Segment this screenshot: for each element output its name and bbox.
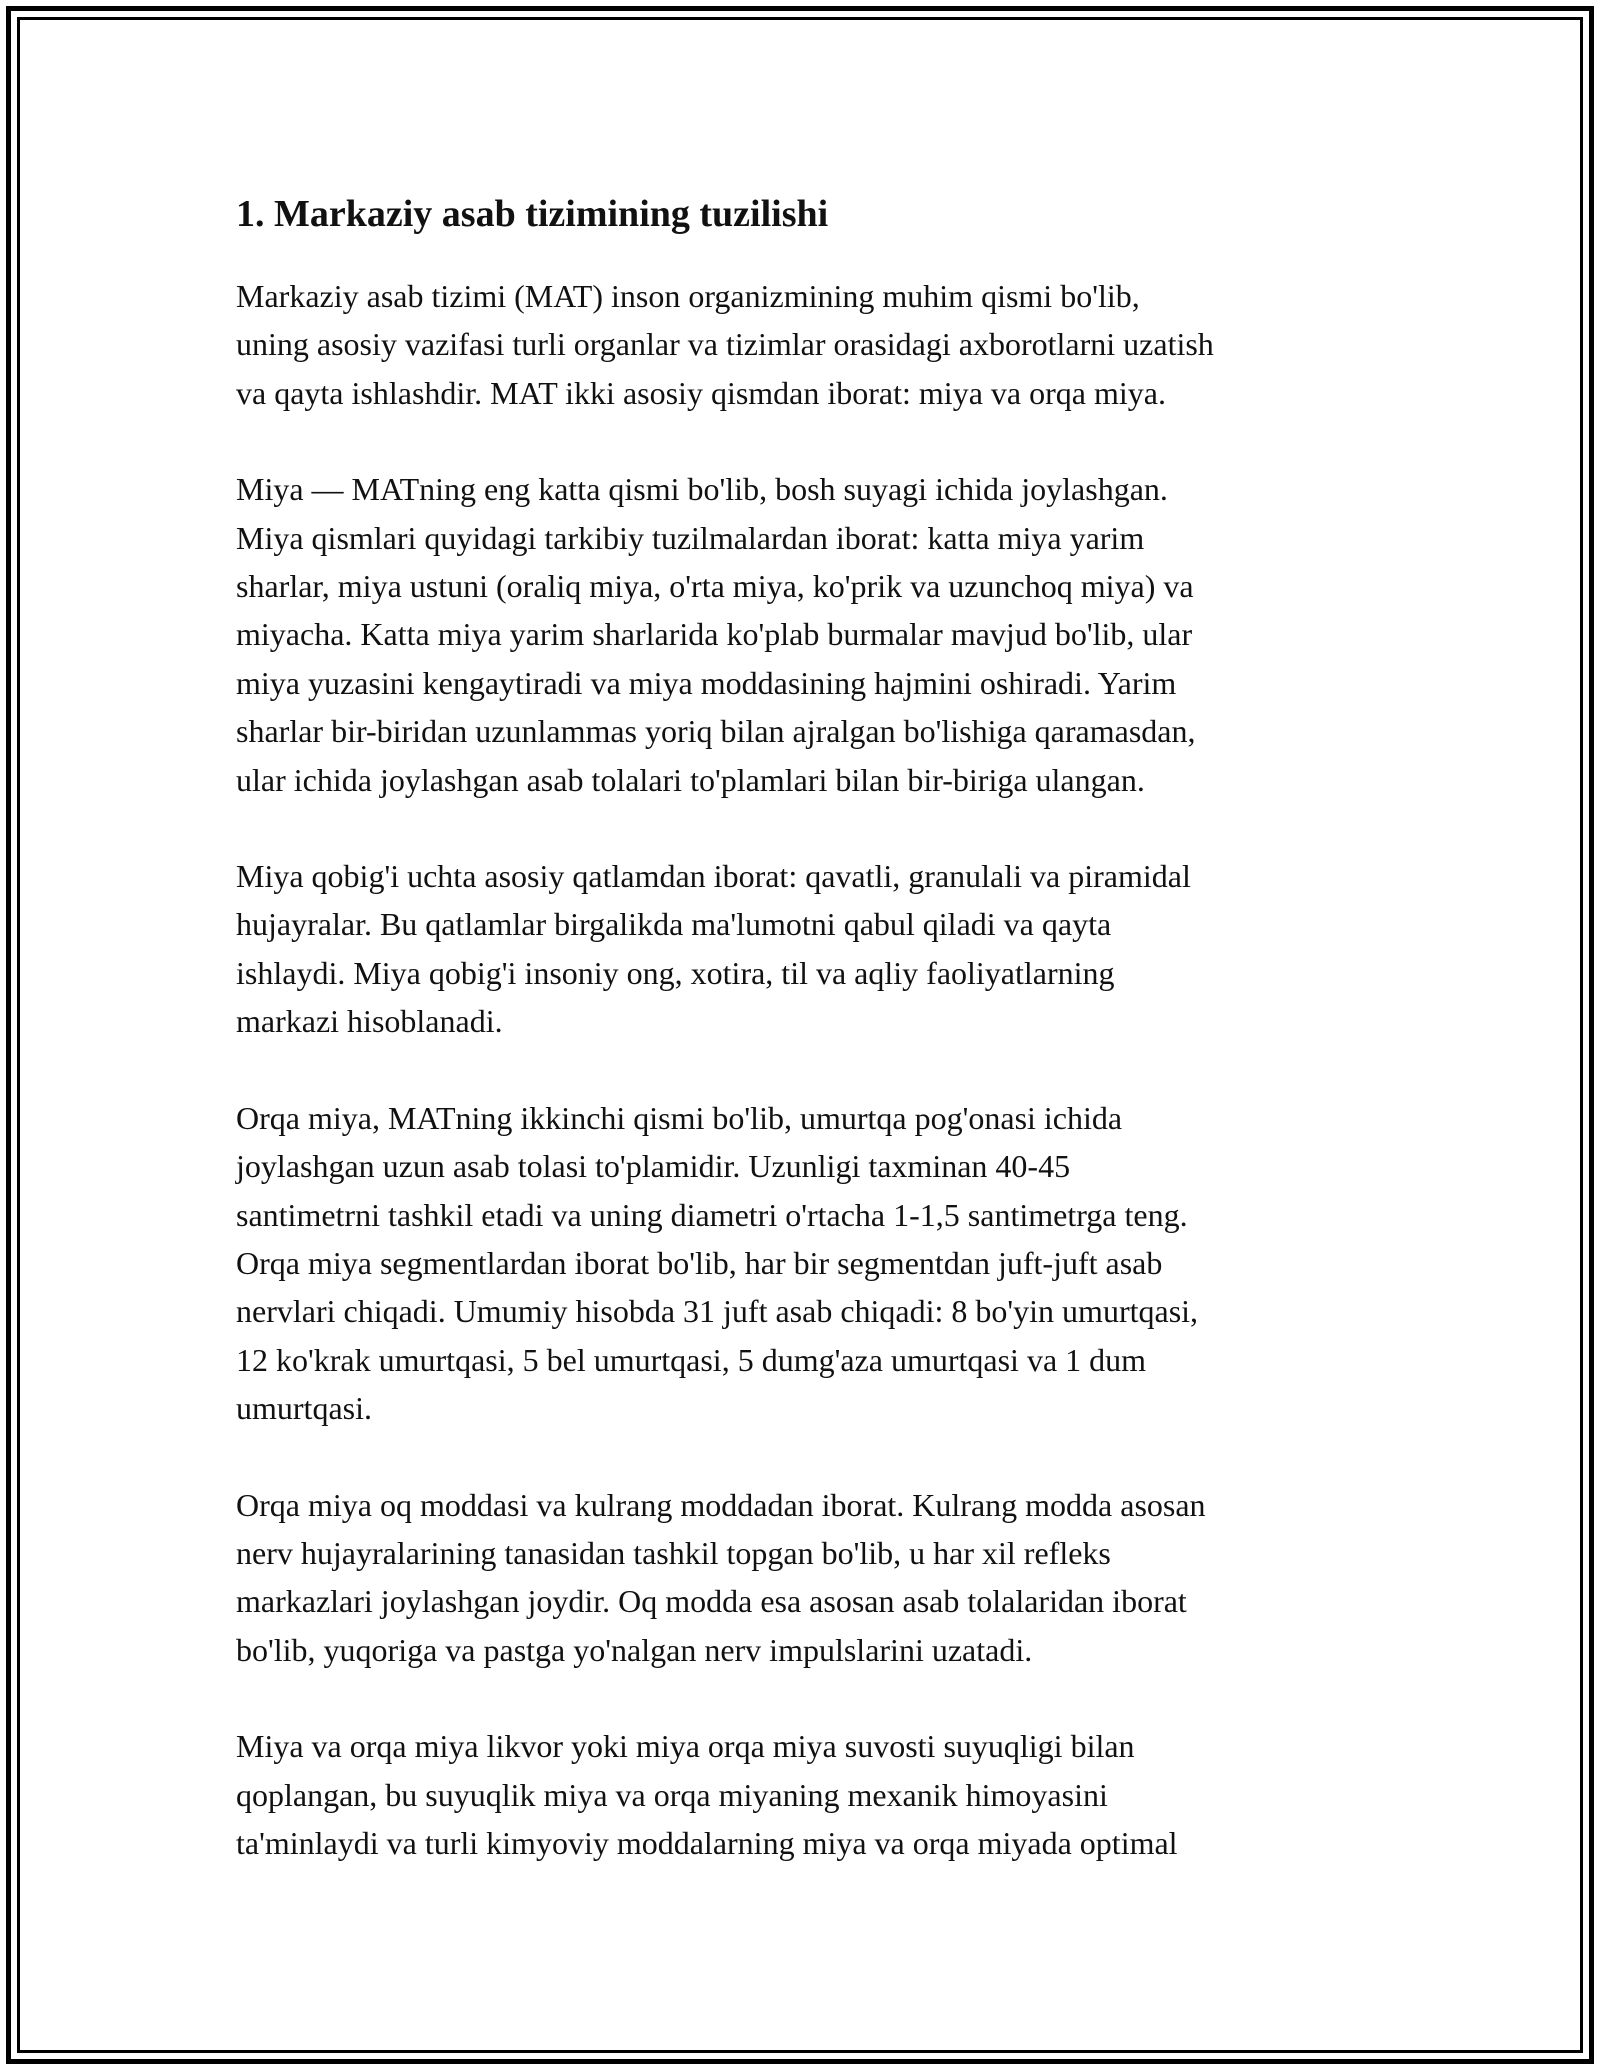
document-page: [236, 186, 1366, 1915]
text-line: Miya va orqa miya likvor yoki miya orqa miya suvosti suyuqligi bilan: [236, 1728, 1135, 1765]
text-line: Miya qismlari quyidagi tarkibiy tuzilmalardan iborat: katta miya yarim: [236, 519, 1145, 556]
text-line: 12 ko'krak umurtqasi, 5 bel umurtqasi, 5 dumg'aza umurtqasi va 1 dum: [236, 1341, 1147, 1378]
text-line: Orqa miya oq moddasi va kulrang moddadan iborat. Kulrang modda asosan: [236, 1486, 1206, 1523]
text-line: Orqa miya, MATning ikkinchi qismi bo'lib, umurtqa pog'onasi ichida: [236, 1099, 1123, 1136]
text-line: va qayta ishlashdir. MAT ikki asosiy qismdan iborat: miya va orqa miya.: [236, 374, 1166, 411]
text-line: bo'lib, yuqoriga va pastga yo'nalgan nerv impulslarini uzatadi.: [236, 1631, 1033, 1668]
paragraph-white-grey-matter: [236, 1481, 1366, 1675]
text-line: ular ichida joylashgan asab tolalari to'plamlari bilan bir-biriga ulangan.: [236, 761, 1145, 798]
text-line: Miya qobig'i uchta asosiy qatlamdan iborat: qavatli, granulali va piramidal: [236, 858, 1191, 895]
text-line: ishlaydi. Miya qobig'i insoniy ong, xotira, til va aqliy faoliyatlarning: [236, 954, 1115, 991]
text-line: joylashgan uzun asab tolasi to'plamidir. Uzunligi taxminan 40-45: [236, 1148, 1071, 1185]
text-line: hujayralar. Bu qatlamlar birgalikda ma'lumotni qabul qiladi va qayta: [236, 906, 1112, 943]
text-line: qoplangan, bu suyuqlik miya va orqa miyaning mexanik himoyasini: [236, 1776, 1108, 1813]
paragraph-mat-intro: [236, 272, 1366, 417]
text-line: markazi hisoblanadi.: [236, 1003, 503, 1040]
section-heading: 1. Markaziy asab tizimining tuzilishi: [236, 193, 829, 235]
text-line: ta'minlaydi va turli kimyoviy moddalarning miya va orqa miyada optimal: [236, 1824, 1178, 1861]
paragraph-brain: [236, 465, 1366, 804]
text-line: Markaziy asab tizimi (MAT) inson organizmining muhim qismi bo'lib,: [236, 278, 1140, 314]
paragraph-cortex: [236, 852, 1366, 1046]
text-line: Orqa miya segmentlardan iborat bo'lib, har bir segmentdan juft-juft asab: [236, 1244, 1163, 1281]
paragraph-spinal-cord: [236, 1094, 1366, 1433]
text-line: miyacha. Katta miya yarim sharlarida ko'plab burmalar mavjud bo'lib, ular: [236, 616, 1193, 653]
text-line: miya yuzasini kengaytiradi va miya moddasining hajmini oshiradi. Yarim: [236, 664, 1177, 701]
text-line: sharlar, miya ustuni (oraliq miya, o'rta miya, ko'prik va uzunchoq miya) va: [236, 568, 1194, 605]
text-line: umurtqasi.: [236, 1390, 372, 1427]
text-line: nervlari chiqadi. Umumiy hisobda 31 juft asab chiqadi: 8 bo'yin umurtqasi,: [236, 1293, 1199, 1330]
text-line: Miya — MATning eng katta qismi bo'lib, bosh suyagi ichida joylashgan.: [236, 471, 1168, 508]
text-line: nerv hujayralarining tanasidan tashkil topgan bo'lib, u har xil refleks: [236, 1534, 1111, 1571]
text-line: santimetrni tashkil etadi va uning diametri o'rtacha 1-1,5 santimetrga teng.: [236, 1196, 1188, 1233]
text-line: uning asosiy vazifasi turli organlar va tizimlar orasidagi axborotlarni uzatish: [236, 326, 1214, 363]
text-line: sharlar bir-biridan uzunlammas yoriq bilan ajralgan bo'lishiga qaramasdan,: [236, 713, 1196, 750]
paragraph-csf: [236, 1722, 1366, 1867]
text-line: markazlari joylashgan joydir. Oq modda esa asosan asab tolalaridan iborat: [236, 1583, 1187, 1620]
